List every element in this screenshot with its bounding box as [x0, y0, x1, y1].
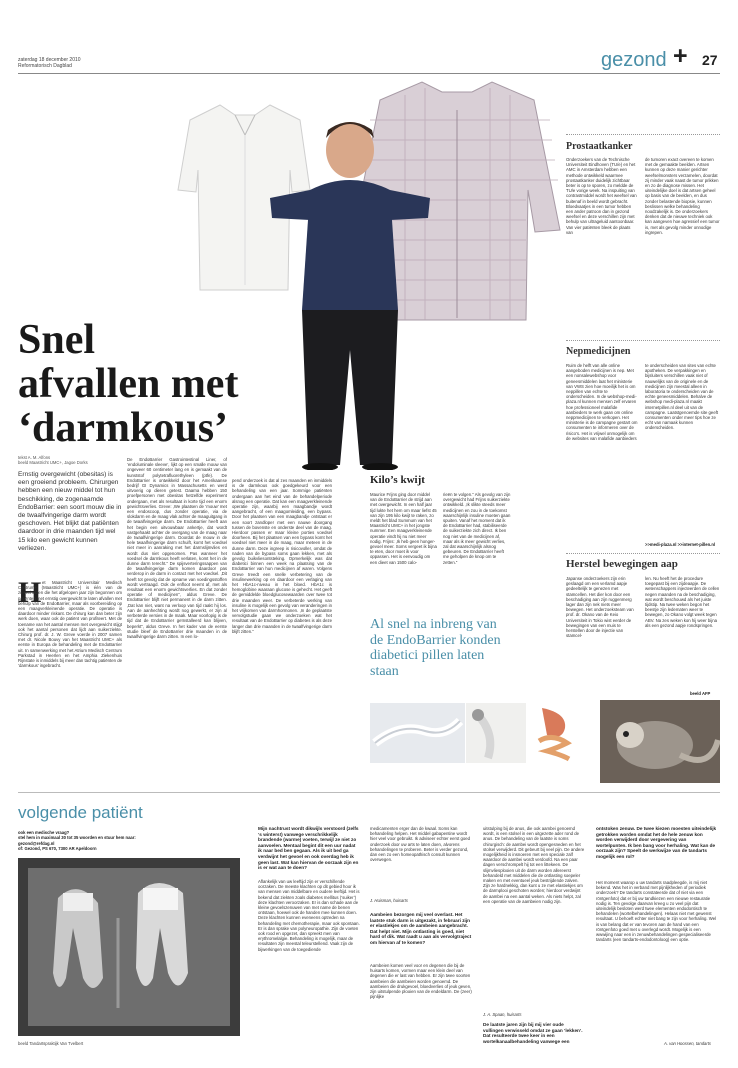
bottom-section-rule [18, 792, 720, 793]
answer-3: Het moment waarop u uw tandarts raadpleegde, is mij niet bekend. Was het in verband met pijnlijkheden of periodiek onderzoek? De tandarts constateerde dat of niet via een röntgenfoto) dat er bij uw tandkiezen een nieuwe restauratie nodig is. Ten gevolge daarvan kreeg u zo veel pijn dat uiteindelijk besloten werd twee elementen endodontisch te behandelen (wortelbehandelingen). Helaas niet met gewenst resultaat. U behoeft echter niet bang te zijn voor herhaling. Wel is van belang dat er van tevoren aan de hand van een röntgenfoto goed met u overlegd wordt. Mogelijk is een wwwijing naar een in zenuwbehandelingen gespecialiseerde tandarts (een tandarts-endodontoloog) een optie. [596, 880, 717, 943]
signature-1: J. Huisman, huisarts [370, 898, 408, 903]
email-link[interactable]: gezond@refdag.nl [18, 840, 55, 846]
nep-title: Nepmedicijnen [566, 346, 631, 357]
prostaat-rule [566, 134, 720, 135]
lead-intro: Ernstig overgewicht (obesitas) is een groeiend probleem. Chirurgen hebben een nieuw middel tot hun beschikking, de zogenaamde EndoBarrier: een soort mouw die in de twaalfvingerige darm wordt geschoven. Het blijkt dat patiënten daardoor in drie maanden tijd wel 15 kilo een gewicht kunnen verliezen. [18, 471, 122, 552]
nep-column-2: te onderscheiden van sites van echte apotheken. De verpakkingen en bijsluiters verschillen vaak niet of nauwelijks van de originele en de medicijnen zijn meestal alleen in laboratoria te onderscheiden van de echte geneesmiddelen. Behalve de webshop medi-plaza.nl maakt internetpillen.nl deel uit van de campagne. Laatstgenoemde site geeft consumenten onder meer tips hoe ze echt van namaak kunnen onderscheiden. [645, 363, 719, 431]
header-rule [18, 73, 720, 74]
byline-text: tekst A. M. Alfons [18, 455, 51, 460]
monkey-photo [600, 700, 720, 783]
lead-column-2: De EndoBarrier Gastrointestinal Liner, of ‘endoluminale sleeve’, lijkt op een smalle mouw van ongeveer 60 centimeter lang en is gemaakt van de kunststof polytetrafluorethyleen (ptfe). De EndoBarrier is ontwikkeld door het Amerikaanse bedrijf GI Dynamics in Massachusetts en werd uitvoerig op dieren getest. Daarna hebben 150 proefpersonen met obesitas hetzelfde experiment ondergaan, met als resultaat in korte tijd een enorm gewichtsverlies. Greve: ‚We plaatsen de ‘mouw’ met een endoscoop, dus zonder operatie, via de slokdarm en de maag vlak achter de maaguitgang in de twaalfvingerige darm. De EndoBarrier heeft aan het begin een uitvouwbaar ankertje, dat wordt vastgehaakt achter de overgang van de maag naar de twaalfvingerige darm. Doordat de mouw in de hele twaalfvingerige darm schuift, komt het voedsel niet meer in aanraking met het darmslijmvlies en wordt dus niet opgenomen. Pas wanneer het voedsel de darmkous heeft verlaten, komt het in de dunne darm terecht.” De spijsverteringssappen van de twaalfvingerige darm komen daardoor pas verderop in de darm in contact met het voedsel. ‚Dit heeft tot gevolg dat de opname van voedingsstoffen wordt vertraagd. Ook de enfloot neemt af, met als resultaat een enorm gewichtsverlies. En dat zonder operatie of medicijnen”, aldus Greve. De EndoBarrier blijft niet permanent in de darm zitten. ‚Dat kan niet, want na verloop van tijd raakt hij los. Aan de aanhechting wordt nog gewerkt, er zijn al verbeterde versies in de maak. Maar voorlopig is de tijd dat de EndoBarrier geïnstalleerd kan blijven, beperkt”, aldus Greve. In het kader van de eerste studie bleef de EndoBarrier drie maanden in de twaalfvingerige darm zitten. In een lo- [127, 457, 227, 639]
signature-2: J. A. Spaan, huisarts [483, 1012, 522, 1017]
answer-1-continued: medicamenten erger dan de kwaal. Soms kan behandeling helpen. Het middel gabapentine wordt hier veel voor gebruikt. Ik adviseer echter eerst goed onderzoek door uw arts te laten doen, alvorens behandelingen te proberen. Beter is verder gezond, dan een zo een homeopathisch consult kunnen overwegen. [370, 826, 471, 863]
lead-headline [18, 318, 238, 450]
kilos-title: Kilo’s kwijt [370, 474, 425, 486]
section-name: gezond [601, 49, 667, 71]
question-3: De laatste jaren zijn bij mij vier oude vullingen verwisseld omdat ze gaan ‘lekken’. Dat resulteerde twee keer in een wortelkanaalbehandeling vanwege een [483, 1022, 583, 1044]
headline-line-3: ‘darmkous’ [18, 405, 229, 451]
answer-1: Aflankelijk van uw leeftijd zijn er verschillende oorzaken. De meeste klachten op dit gebied hoor ik van mensen van middelbare en oudere leeftijd. Het is bekend dat ziekten zoals diabetes mellitus (‘suiker’) deze klachten veroorzaken. Er is dan schade aan de kleine gevoelszenuwen van met name de benen ontstaan, hoewel ook de handen mee kunnen doen. Deze klachten kunnen eveneens optreden na behandeling met chemotherapie, maar ook spontaan. Er is dan sprake van polyneuropathie. Zijn de voeten ook rood en opgezet, dan spreekt men van erythromelalgie. Behandeling is mogelijk, maar de resultaten zijn meestal teleurstellend. Vaak zijn de bijwerkingen van de toegediende [258, 879, 360, 952]
postal-address: of: Gezond, PS 670, 7300 AR Apeldoorn [18, 846, 97, 852]
publication-name: Reformatorisch Dagblad [18, 63, 72, 69]
prostaat-column-1: Onderzoekers van de Technische Universiteit Eindhoven (TU/e) en het AMC in Amsterdam hebben een methode ontwikkeld waarmee prostaatkanker duidelijk zichtbaar beter is op te sporen, zo meldde de TU/e vorige week. Na inspuiting van contrastmiddel wordt het weefsel van buitenaf in beeld wordt gebracht. Bloedvaatjes in een tumor hebben een ander patroon dan in gezond weefsel en deze verschillen zijn met behulp van ultrageluid aantoonbaar. Van vier patiënten bleek de plaats van [566, 157, 637, 235]
herstel-column-1: Japanse onderzoekers zijn erin geslaagd om een verlamd aapje gedeeltelijk te genezen met stamcellen. Het dier kon door een beschadiging aan zijn ruggenmerg lager dan zijn nek niets meer bewegen. Het onderzoeksteam van prof. dr. Okano van de Keio Universiteit in Tokio wist eerder de bewegingen van een muis te herstellen door de injectie van stamcel- [566, 576, 634, 639]
herstel-credit: beeld AFP [690, 691, 711, 696]
pull-quote: Al snel na inbreng van de EndoBarrier konden diabetici pillen laten staan [370, 617, 501, 679]
answer-2-continued: uitstulping bij de anus, die ook aambei genoemd wordt, is een stolsel in een uitgezette ader rond de anus. De behandeling van de laatste is soms chirurgisch: de aambei wordt opengesneden en het stolsel verwijderd. Dit gebeurt bij veel pijn. De andere mogelijkheid is insnoeren met een speciale zalf waardoor de aambei wordt verdoofd. Na een paar dagen verschrompelt hij tot een littekeen. De slijmvliesplooien uit de darm worden allereerst behandeld met middelen die de ontlasting soepeler maken en met eventueel jeuk bestrijdende zalven. Zijn ze hardnekkig, dan kunt u ze met elastiekjes om de darmplooi geschoten worden; hierdoor verdwijnt de aambei na een aantal weken. Als niets helpt, zal een operatie van de aambeien nodig zijn. [483, 826, 585, 904]
lead-byline [18, 455, 88, 466]
herstel-rule [566, 553, 720, 554]
masthead-date [18, 57, 81, 69]
signature-3: A. van Hoossen, tandarts [664, 1041, 712, 1046]
plus-icon: + [673, 42, 688, 70]
photo-credit: beeld Maastricht UMC+, Jagoe Dorks [18, 460, 88, 466]
kilos-column-2: rieën te volgen.” Als gevolg van zijn overgewicht had Frijns suikerziekte ontwikkeld. ‚Ik slikte steeds meer medicijnen en zou in de toekomst waarschijnlijk insuline moeten gaan spuiten. Vanaf het moment dat ik de EndoBarrier had, stabiliseerde de suikerziekte zich direct. Ik ben nog niet van de medicijnen af, maar als ik meer gewicht verlies, zal dat waarschijnlijk alsnog gebeuren. De EndoBarrier heeft me geholpen de knop om te zetten.” [443, 492, 511, 565]
kilos-column-1: Maurice Frijns ging door middel van de EndoBarrier de strijd aan met overgewicht. In een half jaar tijd lukte het hem om maar liefst 45 van zijn 195 kilo kwijt te raken, zo meldt het blad Summum van het Maastricht UMC+ in het jongste nummer. Een maagverkleinende operatie vindt hij nu niet meer nodig. Frijns: ‚Ik heb geen honger-gevoel meer. Soms vergeet ik bijna te eten, door moet ik voor oppassen. Het is eenvoudig om een dieet van 1500 calo- [370, 492, 437, 565]
headline-line-1: Snel [18, 317, 96, 363]
nep-links[interactable]: >>medi-plaza.nl >>internet-pillen.nl [645, 542, 716, 547]
herstel-title: Herstel bewegingen aap [566, 558, 678, 570]
question-3-continued: ontstoken zenuw. De twee kiezen moesten uiteindelijk getrokken worden omdat het de hele zenuw kon worden verwijderd door vergevering van wortelpunten. Ik ben bang voor herhaling. Wat kan de oorzaak zijn? Speelt de werkwijze van de tandarts mogelijk een rol? [596, 826, 717, 859]
page-number: 27 [702, 52, 718, 68]
answer-2: Aambeien komen veel voor en degenen die bij de huisarts komen, vormen maar een klein deel van degenen die er last van hebben. Er zijn twee soorten aambeien die aambeien worden genoemd. De aambeien die drukgevoel, bloedverlies of jeuk geven, zijn uitstulpende plooien van de endeldarm. De (zeer) pijnlijke [370, 963, 472, 1000]
volgende-title: volgende patiënt [18, 803, 143, 822]
intestine-illustration [527, 703, 583, 763]
dropcap: H [18, 576, 42, 609]
volgende-intro [18, 830, 238, 852]
prostaat-column-2: de tumoren exact overeen te komen met de gemaakte beelden. Artsen kunnen op deze manier gerichter weefselmonsters verzamelen, doordat zij minder vaak naast de tumor prikken en zo de diagnose missen. Het uiteindelijke doel is dat artsen geheel op basis van de beelden, en dus zonder belastende biopsie, kunnen beslissen welke behandeling noodzakelijk is. De onderzoekers denken dat de nieuwe techniek ook kan aangeven hoe agressief een tumor is, met als gevolg minder onnodige ingrepen. [645, 157, 720, 235]
lead-column-1: et Maastricht Universitair Medisch Centrum+ (Maastricht UMC+) is één van de ziekenhuizen die het afgelopen jaar zijn begonnen om patiënten met ernstig overgewicht te laten afvallen met behulp van de EndoBarrier, maar als voorbereiding op een maagverkleinende operatie. De operatie is daardoor minder riskant. De chirurg kan dan beter zijn werk doen, waar ook de patiënt van profiteert. Met de toename van het aantal mensen met overgewicht stijgt ook het aantal personen dat lijdt aan suikerziekte. Chirurg prof. dr. J. W. Greve voerde in 2007 samen met dr. Nicole Bouvy van het Maastricht UMC+ als eerste in Europa de behandeling met de EndoBarrier uit. In samenwerking met het Atrium Medisch Centrum Parkstad in Heerlen en het Amphia Ziekenhuis Rijnstate is inmiddels bij meer dan tachtig patiënten de ‘darmkous’ ingebracht. [18, 580, 122, 669]
publication-date: zaterdag 18 december 2010 [18, 57, 81, 63]
lead-column-3: pend onderzoek is dat al zes maanden en inmiddels is de darmkous ook goedgekeurd voor een behandeling van een jaar. Sommige patiënten ondergaan aan het eind van de behandelperiode alsnog een operatie. Dat kan een maagverkleinende operatie zijn, waarbij een maagbandje wordt aangebracht, of een maagomleiding, een bypass. Door het plaatsen van een maagbandje ontstaat er een soort zandloper met een nauwe doorgang tussen de bovenste en onderste deel van de maag. Hierdoor passen er maar kleine porties voedsel doorheen. Bij het plaatsen van een bypass komt het voedsel niet meer in de maag, maar meteen in de dunne darm. Deze ingreep is risicovoller, omdat de naden van de bypass soms gaan lekken, met als gevolg buikvliesontsteking. Opmerkelijk was dat diabetici binnen een week na plaatsing van de EndoBarrier van hun medicijnen af waren. Volgens Greve treedt een snelle verbetering van de insulinewerking op en daardoor een verlaging van het HbA1c-niveau in het bloed. HbA1c is hemoglobine waaraan glucose is gehecht. Het geeft de gemiddelde bloedglucosewaarden over twee tot drie maanden weer. De verbeterde werking van insuline is mogelijk een gevolg van veranderingen in het vrijkomen van darmhormonen. ‚In de geplaatste vervolgstudie gaan we onderzoeken wat het resultaat van de EndoBarrier op diabetes is als deze langer dan drie maanden in de twaalfvingerige darm blijft zitten.” [232, 478, 332, 634]
prostaat-title: Prostaatkanker [566, 141, 633, 152]
question-2: Aambeien bezorgen mij veel overlast. Het laatste stuk darm is uitgezakt, in februari zijn er elastiekjes om de aambeien aangebracht. Dat helpt niet. Mijn ontlasting is goed, niet hard of dik. Wat raadt u aan als vervolgtraject om hiervan af te komen? [370, 912, 472, 945]
xray-credit: beeld Tandartspraktijk Van Tvelbert [18, 1041, 84, 1046]
dental-xray-image [18, 858, 240, 1036]
nep-rule [566, 340, 720, 341]
sleeve-device-photo [466, 703, 526, 763]
endobarrier-device-photo [370, 703, 465, 763]
intro-line-2: stel hem in maximaal 30 tot 35 woorden en stuur hem naar: [18, 835, 136, 841]
herstel-column-2: len. Nu heeft het de procedure toegepast bij een zijdeaapje. De wetenschappers injecteerden de cellen negen maanden na de beschadiging, wat wordt beschouwd als het juiste tijdstip. Na twee weken begon het beestje zijn ledematen weer te bewegen, zo Okano volgt week tegen ABV. Na zes weken kon hij weer bijna als een gezond aapje rondspringen. [645, 576, 720, 628]
nep-column-1: Ruim de helft van alle online aangeboden medicijnen is nep. Met een nonsalewebshop voor geneesmiddelen laat het ministerie van VWS zien hoe moeilijk het is om neppillen van echte te onderscheiden. In de webshop-medi-plaza.nl kunnen mensen zelf ervaren hoe professioneel malafide aanbieders te werk gaan om online neppmedicijnen te verkopen. Het ministerie is de campagne gestart om consumenten te informeren over de risico’s. Het is vrijwel onmogelijk om de websites van malafide aanbieders [566, 363, 638, 441]
headline-line-2: afvallen met [18, 361, 239, 407]
question-1: Mijn nachtrust wordt dikwijls verstoord (zelfs ‘s winters!) vanwege verschrikkelijk brandende (warme) voeten, terwijl ze niet zo aanvoelen. Mentaal begint dit een uur nadat ik naar bed ben gegaan. Als ik uit bed ga verdwijnt het gevoel en ook overdag heb ik geen last. Wat kan hiervan de oorzaak zijn en is er wat aan te doen? [258, 826, 359, 871]
intro-line-1: ook een medische vraag? [18, 830, 70, 835]
